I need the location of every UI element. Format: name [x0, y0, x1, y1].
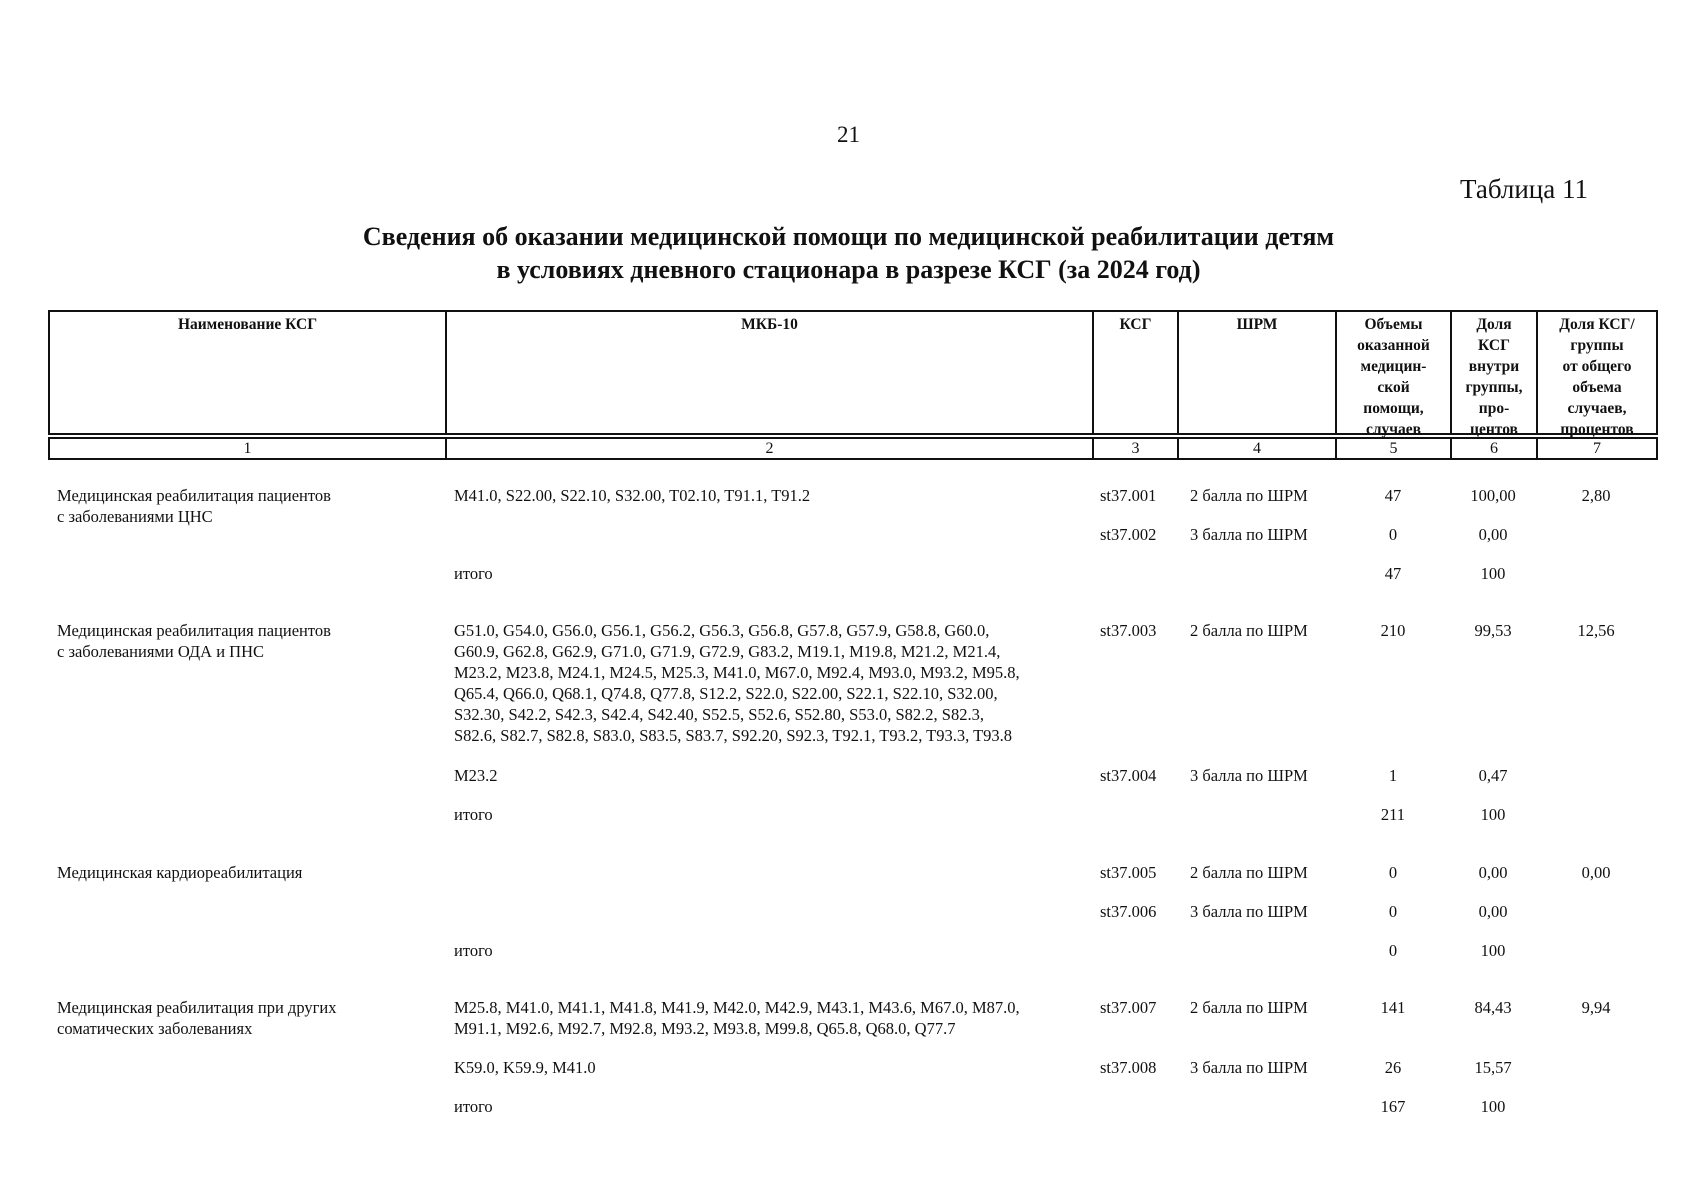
volume-cases: 0 [1388, 863, 1398, 882]
ksg-group-name [57, 485, 331, 527]
ksg-group-name [57, 620, 331, 662]
mkb-line: S82.6, S82.7, S82.8, S83.0, S83.5, S83.7, S92.20, S92.3, T92.1, T93.2, T93.3, T93.8 [454, 726, 1013, 745]
header-share-in-group [1450, 310, 1536, 438]
title-line: Сведения об оказании медицинской помощи по медицинской реабилитации детям [362, 222, 1335, 251]
header-text: центов [1470, 421, 1518, 438]
share-in-group: 0,00 [1478, 863, 1508, 882]
header-text: от общего [1562, 358, 1632, 375]
share-in-group: 0,00 [1478, 525, 1508, 544]
total-label: итого [454, 805, 493, 824]
shrm-score: 2 балла по ШРМ [1190, 863, 1308, 882]
header-text: случаев, [1567, 400, 1627, 417]
group-share-total: 12,56 [1577, 621, 1615, 640]
volume-cases: 1 [1388, 766, 1398, 785]
ksg-code: st37.002 [1100, 525, 1157, 544]
group-share-total: 9,94 [1581, 998, 1611, 1017]
header-text: Доля КСГ/ [1559, 316, 1635, 333]
volume-cases: 0 [1388, 525, 1398, 544]
group-share-total: 2,80 [1581, 486, 1611, 505]
name-line: с заболеваниями ОДА и ПНС [57, 642, 264, 661]
column-number: 6 [1450, 437, 1536, 460]
total-label: итого [454, 941, 493, 960]
header-text: внутри [1468, 358, 1520, 375]
ksg-group-name: Медицинская кардиореабилитация [57, 863, 303, 882]
mkb-line: Q65.4, Q66.0, Q68.1, Q74.8, Q77.8, S12.2, S22.0, S22.00, S22.1, S22.10, S32.00, [454, 684, 998, 703]
shrm-score: 2 балла по ШРМ [1190, 998, 1308, 1017]
volume-cases: 210 [1380, 621, 1406, 640]
total-volume: 211 [1380, 805, 1406, 824]
header-text: группы [1570, 337, 1624, 354]
total-share: 100 [1480, 564, 1506, 583]
mkb-codes [454, 620, 1020, 746]
mkb-line: S32.30, S42.2, S42.3, S42.4, S42.40, S52.5, S52.6, S52.80, S53.0, S82.2, S82.3, [454, 705, 984, 724]
header-text: Объемы [1364, 316, 1423, 333]
header-text: КСГ [1119, 316, 1152, 333]
volume-cases: 0 [1388, 902, 1398, 921]
column-number: 7 [1536, 437, 1658, 460]
shrm-score: 3 балла по ШРМ [1190, 902, 1308, 921]
ksg-code: st37.008 [1100, 1058, 1157, 1077]
share-in-group: 84,43 [1474, 998, 1512, 1017]
ksg-code: st37.004 [1100, 766, 1157, 785]
ksg-code: st37.001 [1100, 486, 1157, 505]
total-label: итого [454, 564, 493, 583]
header-volume [1335, 310, 1450, 438]
header-text: помощи, [1363, 400, 1424, 417]
shrm-score: 3 балла по ШРМ [1190, 766, 1308, 785]
header-text: медицин- [1360, 358, 1427, 375]
name-line: Медицинская реабилитация пациентов [57, 621, 331, 640]
page-number: 21 [837, 122, 860, 147]
header-share-total [1536, 310, 1658, 438]
total-volume: 47 [1384, 564, 1402, 583]
total-share: 100 [1480, 805, 1506, 824]
header-mkb10 [445, 310, 1092, 435]
volume-cases: 141 [1380, 998, 1406, 1017]
ksg-group-name [57, 997, 336, 1039]
header-text: случаев [1365, 421, 1422, 438]
mkb-codes: M23.2 [454, 766, 498, 785]
column-number: 3 [1092, 437, 1177, 460]
name-line: Медицинская реабилитация при других [57, 998, 337, 1017]
header-text: МКБ-10 [741, 316, 798, 333]
document-title [0, 220, 1697, 286]
total-volume: 167 [1380, 1097, 1406, 1116]
ksg-code: st37.005 [1100, 863, 1157, 882]
name-line: Медицинская реабилитация пациентов [57, 486, 331, 505]
volume-cases: 26 [1384, 1058, 1402, 1077]
column-number: 2 [445, 437, 1092, 460]
header-text: Доля [1476, 316, 1512, 333]
mkb-codes: M41.0, S22.00, S22.10, S32.00, T02.10, T91.1, T91.2 [454, 486, 811, 505]
total-share: 100 [1480, 1097, 1506, 1116]
header-name-ksg [48, 310, 445, 435]
mkb-line: M25.8, M41.0, M41.1, M41.8, M41.9, M42.0, M42.9, M43.1, M43.6, M67.0, M87.0, [454, 998, 1020, 1017]
mkb-codes [454, 997, 1020, 1039]
title-line: в условиях дневного стационара в разрезе КСГ (за 2024 год) [496, 255, 1201, 284]
share-in-group: 0,47 [1478, 766, 1508, 785]
header-text: оказанной [1357, 337, 1430, 354]
header-text: про- [1478, 400, 1510, 417]
volume-cases: 47 [1384, 486, 1402, 505]
column-number: 1 [48, 437, 445, 460]
shrm-score: 2 балла по ШРМ [1190, 621, 1308, 640]
ksg-code: st37.003 [1100, 621, 1157, 640]
name-line: соматических заболеваниях [57, 1019, 253, 1038]
total-label: итого [454, 1097, 493, 1116]
mkb-line: G60.9, G62.8, G62.9, G71.0, G71.9, G72.9, G83.2, M19.1, M19.8, M21.2, M21.4, [454, 642, 1001, 661]
header-text: процентов [1560, 421, 1634, 438]
header-shrm [1177, 310, 1335, 435]
share-in-group: 99,53 [1474, 621, 1512, 640]
header-text: Наименование КСГ [177, 316, 318, 333]
total-share: 100 [1480, 941, 1506, 960]
ksg-code: st37.007 [1100, 998, 1157, 1017]
mkb-line: M23.2, M23.8, M24.1, M24.5, M25.3, M41.0, M67.0, M92.4, M93.0, M93.2, M95.8, [454, 663, 1020, 682]
shrm-score: 2 балла по ШРМ [1190, 486, 1308, 505]
mkb-line: G51.0, G54.0, G56.0, G56.1, G56.2, G56.3, G56.8, G57.8, G57.9, G58.8, G60.0, [454, 621, 990, 640]
column-number: 4 [1177, 437, 1335, 460]
share-in-group: 0,00 [1478, 902, 1508, 921]
header-text: ШРМ [1236, 316, 1278, 333]
header-ksg [1092, 310, 1177, 435]
column-number: 5 [1335, 437, 1450, 460]
share-in-group: 100,00 [1470, 486, 1516, 505]
shrm-score: 3 балла по ШРМ [1190, 1058, 1308, 1077]
total-volume: 0 [1388, 941, 1398, 960]
header-text: КСГ [1478, 337, 1510, 354]
table-label: Таблица 11 [1460, 174, 1588, 204]
group-share-total: 0,00 [1581, 863, 1611, 882]
share-in-group: 15,57 [1474, 1058, 1512, 1077]
name-line: с заболеваниями ЦНС [57, 507, 213, 526]
ksg-code: st37.006 [1100, 902, 1157, 921]
header-text: объема [1572, 379, 1622, 396]
shrm-score: 3 балла по ШРМ [1190, 525, 1308, 544]
header-text: группы, [1465, 379, 1523, 396]
header-text: ской [1377, 379, 1410, 396]
mkb-codes: K59.0, K59.9, M41.0 [454, 1058, 596, 1077]
mkb-line: M91.1, M92.6, M92.7, M92.8, M93.2, M93.8, M99.8, Q65.8, Q68.0, Q77.7 [454, 1019, 956, 1038]
